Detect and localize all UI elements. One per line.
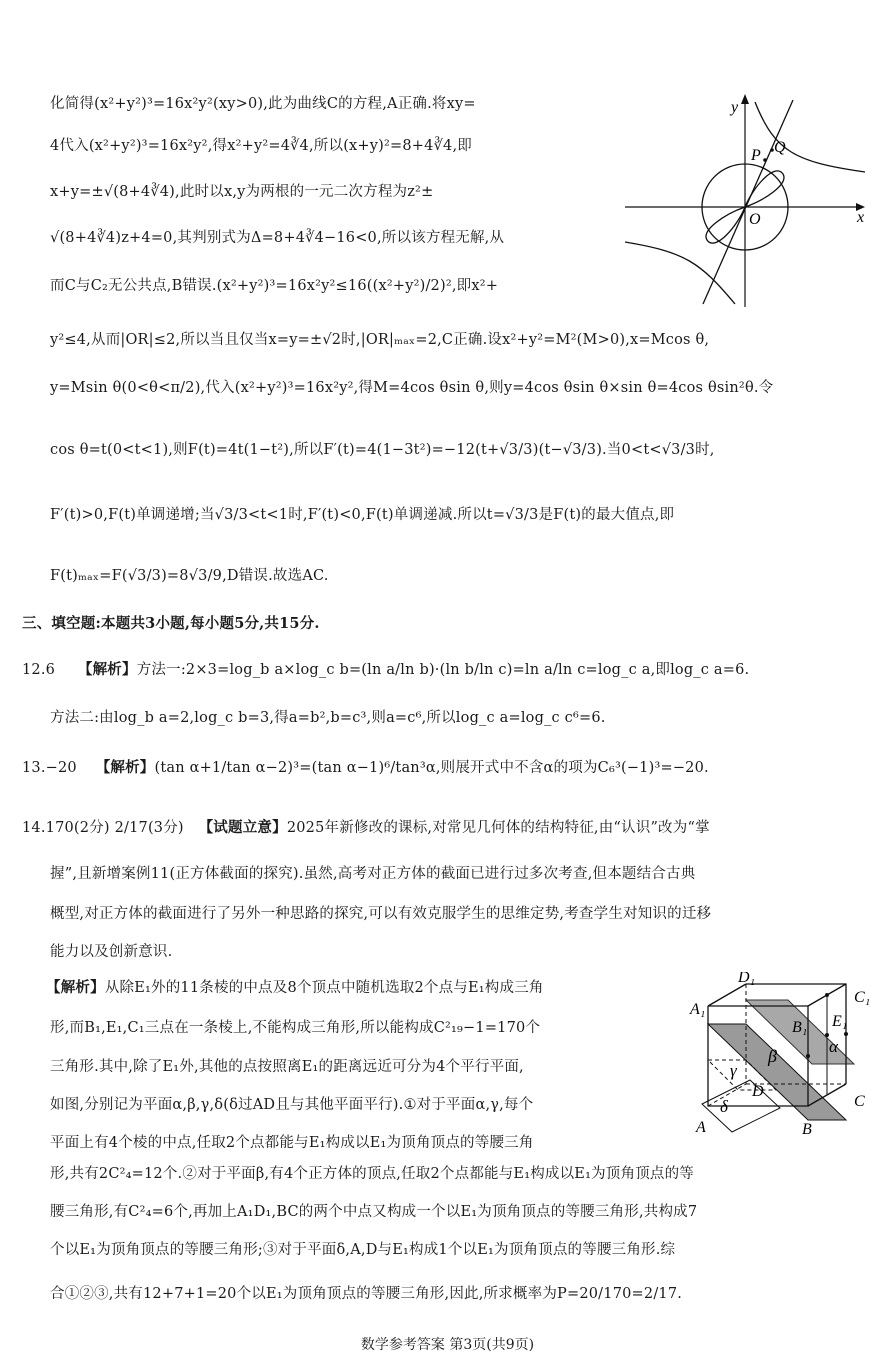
q12-number: 12.6	[22, 662, 56, 678]
text-line: 化简得(x²+y²)³=16x²y²(xy>0),此为曲线C的方程,A正确.将xy=	[50, 96, 476, 112]
text-line: F′(t)>0,F(t)单调递增;当√3/3<t<1时,F′(t)<0,F(t)单调递减.所以t=√3/3是F(t)的最大值点,即	[50, 507, 675, 523]
q14-analysis-line: 如图,分别记为平面α,β,γ,δ(δ过AD且与其他平面平行).①对于平面α,γ,每个	[50, 1097, 534, 1113]
q12-line	[22, 660, 749, 680]
text-line: 而C与C₂无公共点,B错误.(x²+y²)³=16x²y²≤16((x²+y²)/2)²,即x²+	[50, 278, 499, 294]
origin-label: O	[749, 211, 761, 228]
q14-analysis-line: 合①②③,共有12+7+1=20个以E₁为顶角顶点的等腰三角形,因此,所求概率为P=20/170=2/17.	[50, 1286, 683, 1302]
vertex-c-label: C	[854, 1093, 865, 1110]
q12-method1: 方法一:2×3=log_b a×log_c b=(ln a/ln b)·(ln b/ln c)=ln a/ln c=log_c a,即log_c a=6.	[136, 662, 750, 678]
text-line: F(t)ₘₐₓ=F(√3/3)=8√3/9,D错误.故选AC.	[50, 568, 329, 584]
q14-intent-line: 概型,对正方体的截面进行了另外一种思路的探究,可以有效克服学生的思维定势,考查学生对知识的迁移	[50, 906, 712, 922]
cube-figure	[688, 972, 884, 1142]
q12-method2: 方法二:由log_b a=2,log_c b=3,得a=b²,b=c³,则a=c⁶,所以log_c a=log_c c⁶=6.	[50, 710, 606, 726]
q14-analysis-text: 从除E₁外的11条棱的中点及8个顶点中随机选取2个点与E₁构成三角	[104, 980, 544, 996]
q14-analysis-line: 三角形.其中,除了E₁外,其他的点按照离E₁的距离远近可分为4个平行平面,	[50, 1059, 524, 1075]
plane-gamma-label: γ	[730, 1061, 737, 1080]
plane-beta-label: β	[768, 1046, 777, 1066]
q12-tag: 【解析】	[77, 661, 137, 678]
vertex-a-label: A	[696, 1119, 706, 1136]
text-line: y²≤4,从而|OR|≤2,所以当且仅当x=y=±√2时,|OR|ₘₐₓ=2,C正确.设x²+y²=M²(M>0),x=Mcos θ,	[50, 332, 710, 348]
plane-alpha-label: α	[829, 1037, 838, 1056]
q13-tag: 【解析】	[95, 759, 155, 776]
q13-line	[22, 758, 709, 778]
vertex-b-label: B	[802, 1121, 812, 1138]
curve-figure	[625, 92, 875, 310]
q14-intent-line: 能力以及创新意识.	[50, 944, 173, 960]
axis-y-label: y	[731, 99, 739, 116]
text-line: cos θ=t(0<t<1),则F(t)=4t(1−t²),所以F′(t)=4(1−3t²)=−12(t+√3/3)(t−√3/3).当0<t<√3/3时,	[50, 442, 715, 458]
axis-x-label: x	[857, 209, 865, 226]
plane-delta-label: δ	[720, 1097, 728, 1116]
q14-analysis-tag: 【解析】	[46, 979, 105, 996]
q13-number: 13.−20	[22, 760, 77, 776]
q14-analysis-line: 形,共有2C²₄=12个.②对于平面β,有4个正方体的顶点,任取2个点都能与E₁构成以E₁为顶角顶点的等	[50, 1166, 695, 1182]
q14-analysis-line: 形,而B₁,E₁,C₁三点在一条棱上,不能构成三角形,所以能构成C²₁₉−1=170个	[50, 1020, 541, 1036]
text-line: x+y=±√(8+4∛4),此时以x,y为两根的一元二次方程为z²±	[50, 184, 434, 200]
point-p-label: P	[751, 147, 761, 164]
vertex-a1-label: A₁	[690, 1001, 706, 1018]
vertex-d-label: D	[752, 1083, 764, 1100]
q13-solution: (tan α+1/tan α−2)³=(tan α−1)⁶/tan³α,则展开式中不含α的项为C₆³(−1)³=−20.	[154, 760, 709, 776]
q14-intent-line: 握”,且新增案例11(正方体截面的探究).虽然,高考对正方体的截面已进行过多次考查,但本题结合古典	[50, 866, 696, 882]
vertex-c1-label: C₁	[854, 989, 871, 1006]
text-line: y=Msin θ(0<θ<π/2),代入(x²+y²)³=16x²y²,得M=4cos θsin θ,则y=4cos θsin θ×sin θ=4cos θsin²θ.令	[50, 380, 774, 396]
vertex-d1-label: D₁	[738, 972, 756, 986]
vertex-b1-label: B₁	[792, 1019, 808, 1036]
point-e1-label: E₁	[832, 1013, 848, 1030]
q14-analysis-line: 平面上有4个棱的中点,任取2个点都能与E₁构成以E₁为顶角顶点的等腰三角	[50, 1135, 534, 1151]
q14-number: 14.170(2分) 2/17(3分)	[22, 820, 184, 836]
q14-intent: 2025年新修改的课标,对常见几何体的结构特征,由“认识”改为“掌	[286, 820, 710, 836]
page-footer: 数学参考答案 第3页(共9页)	[360, 1337, 535, 1353]
q14-analysis-line: 腰三角形,有C²₄=6个,再加上A₁D₁,BC的两个中点又构成一个以E₁为顶角顶点的等腰三角形,共构成7	[50, 1204, 698, 1220]
text-line: √(8+4∛4)z+4=0,其判别式为Δ=8+4∛4−16<0,所以该方程无解,从	[50, 230, 505, 246]
q14-tag: 【试题立意】	[198, 819, 287, 836]
point-q-label: Q	[774, 139, 786, 156]
q14-line	[22, 818, 710, 838]
q14-analysis-line	[46, 978, 544, 998]
q14-analysis-line: 个以E₁为顶角顶点的等腰三角形;③对于平面δ,A,D与E₁构成1个以E₁为顶角顶点的等腰三角形.综	[50, 1242, 676, 1258]
section-heading: 三、填空题:本题共3小题,每小题5分,共15分.	[22, 615, 320, 632]
text-line: 4代入(x²+y²)³=16x²y²,得x²+y²=4∛4,所以(x+y)²=8+4∛4,即	[50, 138, 472, 154]
